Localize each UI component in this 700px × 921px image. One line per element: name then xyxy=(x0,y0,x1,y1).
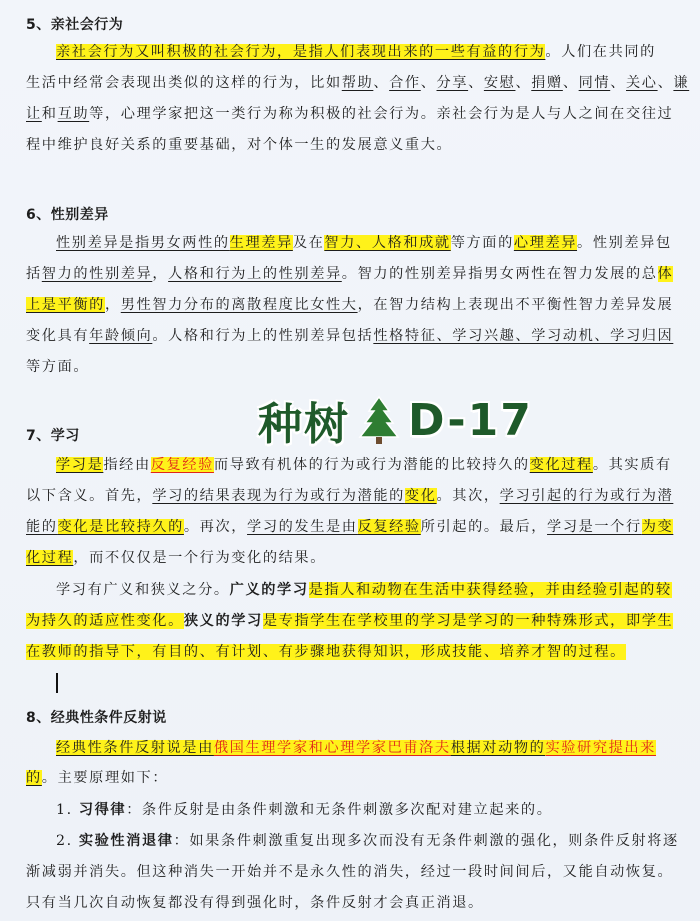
s6-text: 括 xyxy=(26,266,42,282)
s7-line-2 xyxy=(26,486,682,506)
s7-red-highlight: 反复经验 xyxy=(150,457,214,473)
s6-line-4 xyxy=(26,326,682,346)
s5-text: 、 xyxy=(562,75,579,91)
s8-item-2-line-3: 只有当几次自动恢复都没有得到强化时，条件反射才会真正消退。 xyxy=(26,895,484,911)
s5-keyword: 关心 xyxy=(626,75,658,91)
s5-line-3 xyxy=(26,104,682,124)
s7-keyword: 能的 xyxy=(26,519,58,535)
s6-keyword: 性格特征、学习兴趣、学习动机、学习归因 xyxy=(373,328,674,344)
s7-text: 而导致有机体的行为或行为潜能的比较持久的 xyxy=(213,457,530,473)
s6-line-5: 等方面。 xyxy=(26,359,90,375)
s7-text: 指经由 xyxy=(103,457,151,473)
s6-text: ， xyxy=(104,297,121,313)
s8-line-1 xyxy=(56,738,682,758)
s6-text: 。人格和行为上的性别差异包括 xyxy=(152,328,374,344)
heading-section-7: 7、学习 xyxy=(26,428,80,444)
s6-highlight: 生理差异 xyxy=(229,235,293,251)
s6-text: 变化具有 xyxy=(26,328,90,344)
s7-text: 所引起的。最后， xyxy=(420,519,548,535)
s5-keyword: 捐赠 xyxy=(531,75,563,91)
s5-text: 、 xyxy=(373,75,390,91)
s7-highlight: 学习是 xyxy=(56,457,104,473)
s7-text: 。其次， xyxy=(436,488,500,504)
s7-p2-line-2 xyxy=(26,611,682,631)
s7-p2-line-1 xyxy=(56,580,682,600)
s5-keyword: 让 xyxy=(26,106,42,122)
s7-highlight: 是专指学生在学校里的学习是学习的一种特殊形式，即学生 xyxy=(262,613,674,629)
s5-keyword: 同情 xyxy=(578,75,611,91)
s8-bold-term: 习得律 xyxy=(78,802,127,818)
s5-text: 、 xyxy=(420,75,437,91)
s7-highlight: 在教师的指导下，有目的、有计划、有步骤地获得知识，形成技能、培养才智的过程。 xyxy=(26,644,626,660)
s8-text: ：条件反射是由条件刺激和无条件刺激多次配对建立起来的。 xyxy=(126,802,553,818)
s5-line-4: 程中维护良好关系的重要基础，对个体一生的发展意义重大。 xyxy=(26,137,453,153)
text-cursor xyxy=(56,673,58,693)
s7-highlight: 反复经验 xyxy=(357,519,421,535)
s8-line-2 xyxy=(26,768,682,788)
s6-text: 性别差异是指男女两性的 xyxy=(56,235,230,251)
heading-section-5: 5、亲社会行为 xyxy=(26,17,124,33)
s5-text: 、 xyxy=(610,75,627,91)
s8-text: 1. xyxy=(56,802,79,818)
s7-text: ，而不仅仅是一个行为变化的结果。 xyxy=(73,550,326,566)
s8-text: ：如果条件刺激重复出现多次而没有无条件刺激的强化，则条件反射将逐 xyxy=(173,833,679,849)
s6-highlight: 心理差异 xyxy=(513,235,578,251)
s5-definition: 亲社会行为又叫积极的社会行为，是指人们表现出来的一些有益的行为 xyxy=(56,44,546,60)
s6-text: ， xyxy=(152,266,169,282)
s6-highlight: 智力、人格和成就 xyxy=(324,235,451,251)
s6-line-3 xyxy=(26,295,682,315)
s7-keyword: 学习引起的行为或行为潜 xyxy=(499,488,674,504)
s8-bold-term: 实验性消退律 xyxy=(78,833,174,849)
s8-text: 主要原理如下： xyxy=(57,770,169,786)
s7-text: 。再次， xyxy=(183,519,248,535)
watermark-right-text: D-17 xyxy=(408,394,533,446)
s7-text: 以下含义。首先， xyxy=(26,488,153,504)
s6-text: 等方面的 xyxy=(450,235,514,251)
s5-text: 、 xyxy=(657,75,674,91)
s5-keyword: 合作 xyxy=(389,75,421,91)
s8-item-2 xyxy=(56,831,682,851)
s6-text: 及在 xyxy=(292,235,325,251)
s7-bold-term: 狭义的学习 xyxy=(183,613,263,629)
s6-text: 。智力的性别差异指男女两性在智力发展的总 xyxy=(341,266,658,282)
s8-item-2-line-2: 渐减弱并消失。但这种消失一开始并不是永久性的消失，经过一段时间间后，又能自动恢复。 xyxy=(26,864,674,880)
s7-highlight: 变化过程 xyxy=(529,457,593,473)
s5-text: 。人们在共同的 xyxy=(545,44,656,60)
pine-tree-icon xyxy=(356,395,402,445)
s5-text: 、 xyxy=(468,75,484,91)
s8-item-1 xyxy=(56,800,682,820)
s6-text: 。性别差异包 xyxy=(577,235,672,251)
s5-text: 等，心理学家把这一类行为称为积极的社会行为。亲社会行为是人与人之间在交往过 xyxy=(89,106,674,122)
s5-line-2 xyxy=(26,73,690,93)
s8-red-highlight: 实验研究提出来 xyxy=(545,740,656,756)
s7-highlight: 为持久的适应性变化。 xyxy=(26,613,184,629)
s7-highlight: 变化是比较持久的 xyxy=(57,519,184,535)
s8-red-highlight: 巴甫洛夫 xyxy=(387,740,451,756)
s7-line-4 xyxy=(26,548,682,568)
s5-text: 和 xyxy=(41,106,58,122)
s5-keyword: 互助 xyxy=(57,106,90,122)
s6-keyword: 年龄倾向 xyxy=(89,328,153,344)
s7-text: 。其实质有 xyxy=(592,457,672,473)
s7-p2-line-3 xyxy=(26,642,682,662)
heading-section-8: 8、经典性条件反射说 xyxy=(26,710,167,726)
s6-text: ，在智力结构上表现出不平衡性智力差异发展 xyxy=(357,297,674,313)
watermark-left-text: 种树 xyxy=(258,399,350,450)
s5-text: 、 xyxy=(515,75,532,91)
s8-text: 2. xyxy=(56,833,79,849)
s7-keyword: 学习的发生是由 xyxy=(247,519,358,535)
s8-red-highlight: 俄国生理学家和心理学家 xyxy=(213,740,388,756)
s8-text: 。 xyxy=(41,770,58,786)
s7-highlight: 化过程 xyxy=(26,550,74,566)
s5-line-1 xyxy=(56,42,682,62)
s7-keyword: 学习的结果表现为行为或行为潜能的 xyxy=(152,488,405,504)
s6-line-1 xyxy=(56,233,682,253)
s7-highlight: 为变 xyxy=(641,519,674,535)
s7-highlight: 是指人和动物在生活中获得经验，并由经验引起的较 xyxy=(308,582,672,598)
watermark xyxy=(258,388,533,452)
s5-keyword: 谦 xyxy=(673,75,690,91)
s6-highlight: 上是平衡的 xyxy=(26,297,105,313)
s6-keyword: 智力的性别差异 xyxy=(41,266,153,282)
s8-highlight: 的 xyxy=(26,770,42,786)
s5-text: 生活中经常会表现出类似的这样的行为，比如 xyxy=(26,75,342,91)
s7-keyword: 学习是一个行 xyxy=(547,519,642,535)
s6-keyword: 人格和行为上的性别差异 xyxy=(168,266,342,282)
s5-keyword: 分享 xyxy=(436,75,469,91)
s7-bold-term: 广义的学习 xyxy=(229,582,309,598)
s6-keyword: 男性智力分布的离散程度比女性大 xyxy=(120,297,358,313)
s6-line-2 xyxy=(26,264,682,284)
s5-keyword: 安慰 xyxy=(483,75,516,91)
s7-text: 学习有广义和狭义之分。 xyxy=(56,582,230,598)
s7-line-1 xyxy=(56,455,682,475)
s8-highlight: 经典性条件反射说是由 xyxy=(56,740,214,756)
s8-highlight: 根据对动物的 xyxy=(450,740,546,756)
s7-line-3 xyxy=(26,517,682,537)
heading-section-6: 6、性别差异 xyxy=(26,207,109,223)
s5-keyword: 帮助 xyxy=(341,75,374,91)
s6-highlight: 体 xyxy=(657,266,674,282)
s7-highlight: 变化 xyxy=(404,488,437,504)
